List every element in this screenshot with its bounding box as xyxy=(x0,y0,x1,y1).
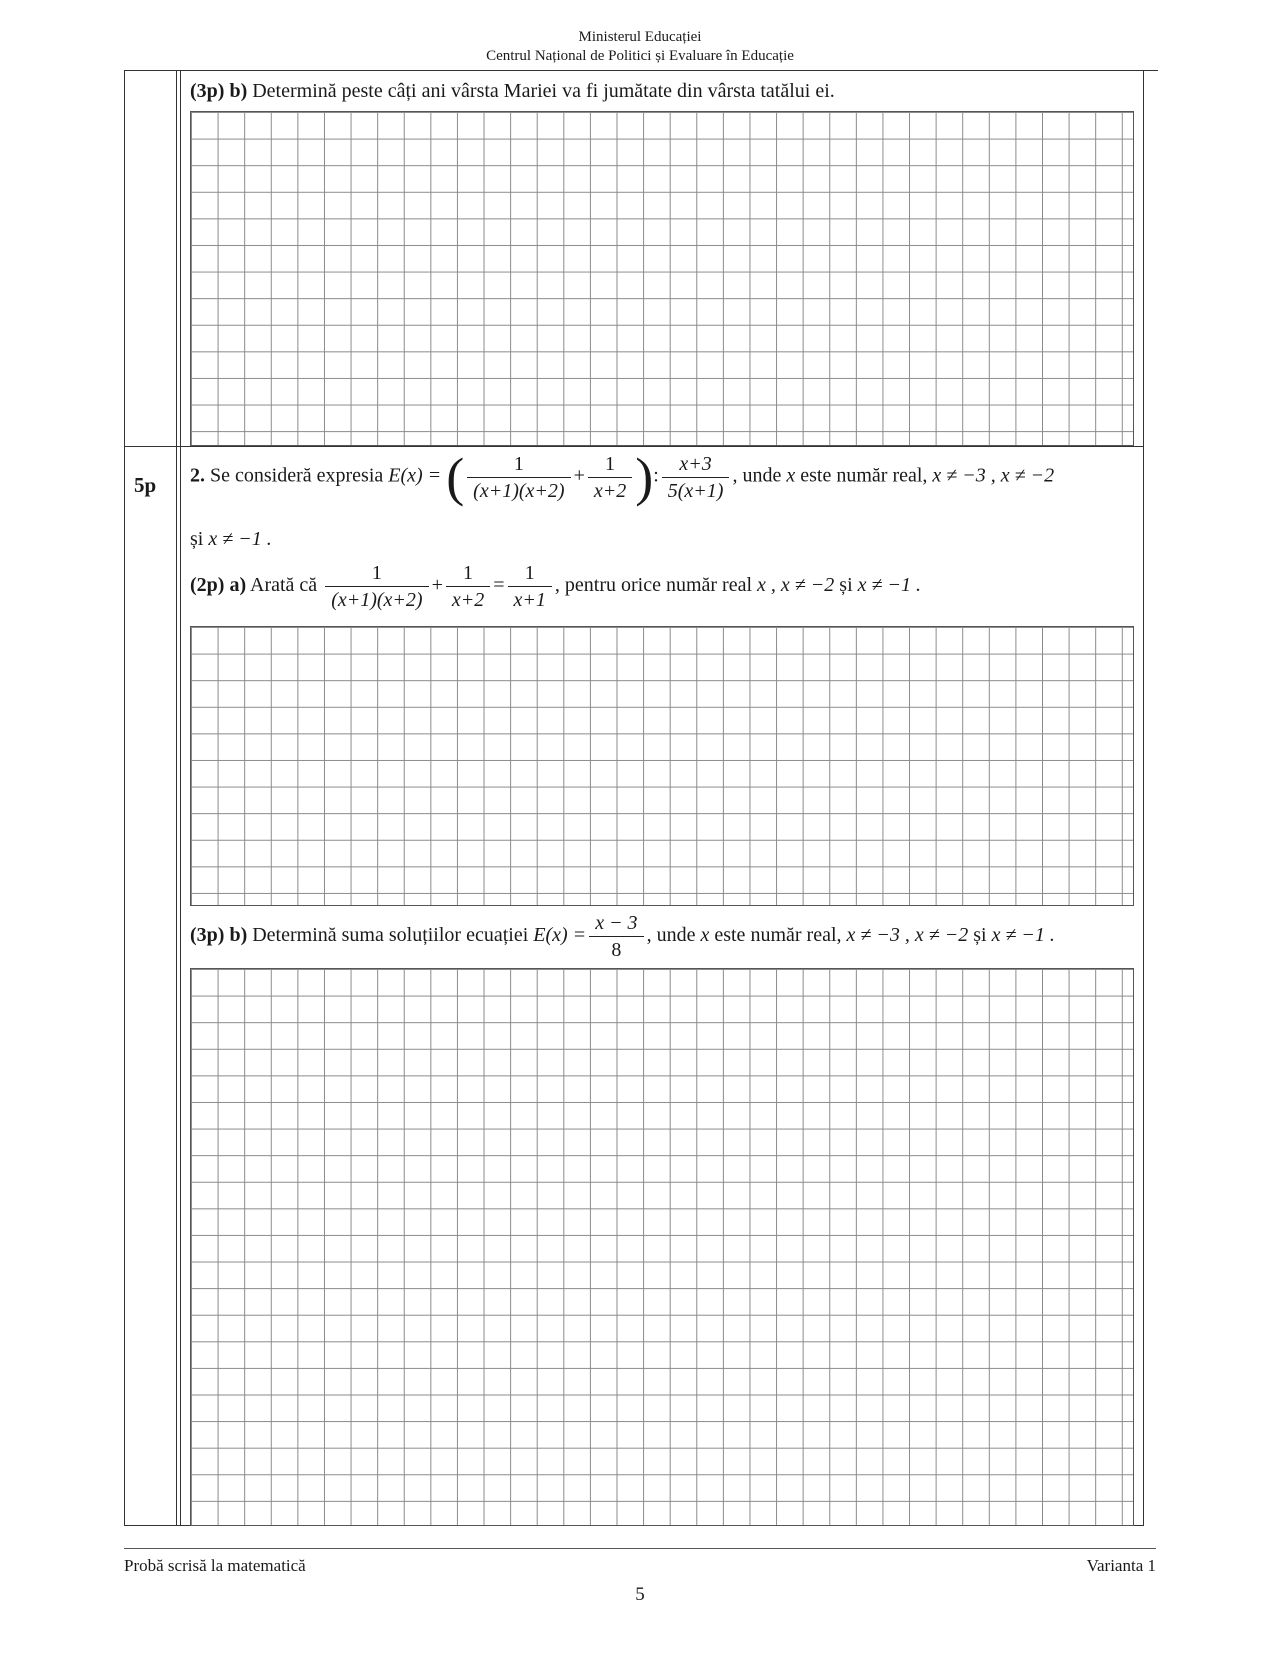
condition-1: x ≠ −2 xyxy=(780,574,835,597)
variable-x: x xyxy=(786,464,796,487)
points-column-divider-inner xyxy=(180,70,181,1526)
condition-2: x ≠ −1 . xyxy=(857,574,921,597)
domain-text: este număr real, xyxy=(714,924,842,947)
condition-1: x ≠ −3 , xyxy=(846,924,910,947)
answer-grid-2a[interactable] xyxy=(190,626,1134,906)
points-column-divider xyxy=(176,70,177,1526)
answer-grid-1b[interactable] xyxy=(190,111,1134,446)
question-row-divider xyxy=(124,446,1144,447)
variable-x: x , xyxy=(757,574,776,597)
and-word: și xyxy=(839,574,853,597)
question-2-statement-cont xyxy=(190,528,272,551)
where-word: , unde xyxy=(646,924,696,947)
question-2b xyxy=(190,910,1055,963)
question-2-intro: Se consideră expresia xyxy=(210,464,384,487)
plus-sign: + xyxy=(431,574,443,597)
question-1b xyxy=(190,80,835,103)
fraction-b1: $\frac{x - 3}{8}$ xyxy=(589,910,643,963)
question-1b-label: (3p) b) xyxy=(190,80,248,102)
condition-3: x ≠ −1 . xyxy=(208,528,272,550)
question-2a-intro: Arată că xyxy=(250,574,318,597)
fraction-a1: $\frac{1}{(x+1)(x+2)}$ xyxy=(325,560,428,613)
frame-top-extension xyxy=(1144,70,1158,71)
question-2-points: 5p xyxy=(134,473,157,497)
and-word: și xyxy=(973,924,987,947)
plus-sign: + xyxy=(573,464,585,487)
page-header xyxy=(0,28,1280,66)
footer-rule xyxy=(124,1548,1156,1549)
question-2b-intro: Determină suma soluțiilor ecuației xyxy=(252,924,529,947)
question-2b-label: (3p) b) xyxy=(190,924,248,947)
fraction-1: $\frac{1}{(x+1)(x+2)}$ xyxy=(467,451,570,504)
question-2a-label: (2p) a) xyxy=(190,574,247,597)
fraction-a3: $\frac{1}{x+1}$ xyxy=(508,560,552,613)
condition-3: x ≠ −1 . xyxy=(991,924,1055,947)
variable-x: x xyxy=(700,924,710,947)
fraction-a2: $\frac{1}{x+2}$ xyxy=(446,560,490,613)
condition-2: x ≠ −2 xyxy=(914,924,969,947)
header-ministry: Ministerul Educației xyxy=(578,29,702,45)
footer-subject: Probă scrisă la matematică xyxy=(124,1556,306,1575)
question-2a-tail: , pentru orice număr real xyxy=(554,574,753,597)
and-word: și xyxy=(190,528,204,550)
right-paren: ) xyxy=(635,447,654,507)
equation-lhs: E(x) = xyxy=(533,924,587,947)
header-center: Centrul Național de Politici și Evaluare în Educație xyxy=(486,48,794,64)
question-2-statement xyxy=(190,447,1055,507)
question-2-number: 2. xyxy=(190,464,205,487)
condition-1: x ≠ −3 , xyxy=(932,464,996,487)
where-word: , unde xyxy=(732,464,782,487)
question-1b-text: Determină peste câți ani vârsta Mariei va fi jumătate din vârsta tatălui ei. xyxy=(252,80,835,102)
left-paren: ( xyxy=(446,447,465,507)
page-number: 5 xyxy=(635,1584,645,1605)
fraction-3: $\frac{x+3}{5(x+1)}$ xyxy=(662,451,730,504)
division-sign: : xyxy=(653,464,659,487)
expression-lhs: E(x) = xyxy=(388,464,442,487)
domain-text: este număr real, xyxy=(800,464,928,487)
question-2a xyxy=(190,560,921,613)
footer-variant: Varianta 1 xyxy=(1086,1556,1156,1575)
equals-sign: = xyxy=(493,574,505,597)
answer-grid-2b[interactable] xyxy=(190,968,1134,1526)
condition-2: x ≠ −2 xyxy=(1000,464,1055,487)
fraction-2: $\frac{1}{x+2}$ xyxy=(588,451,632,504)
